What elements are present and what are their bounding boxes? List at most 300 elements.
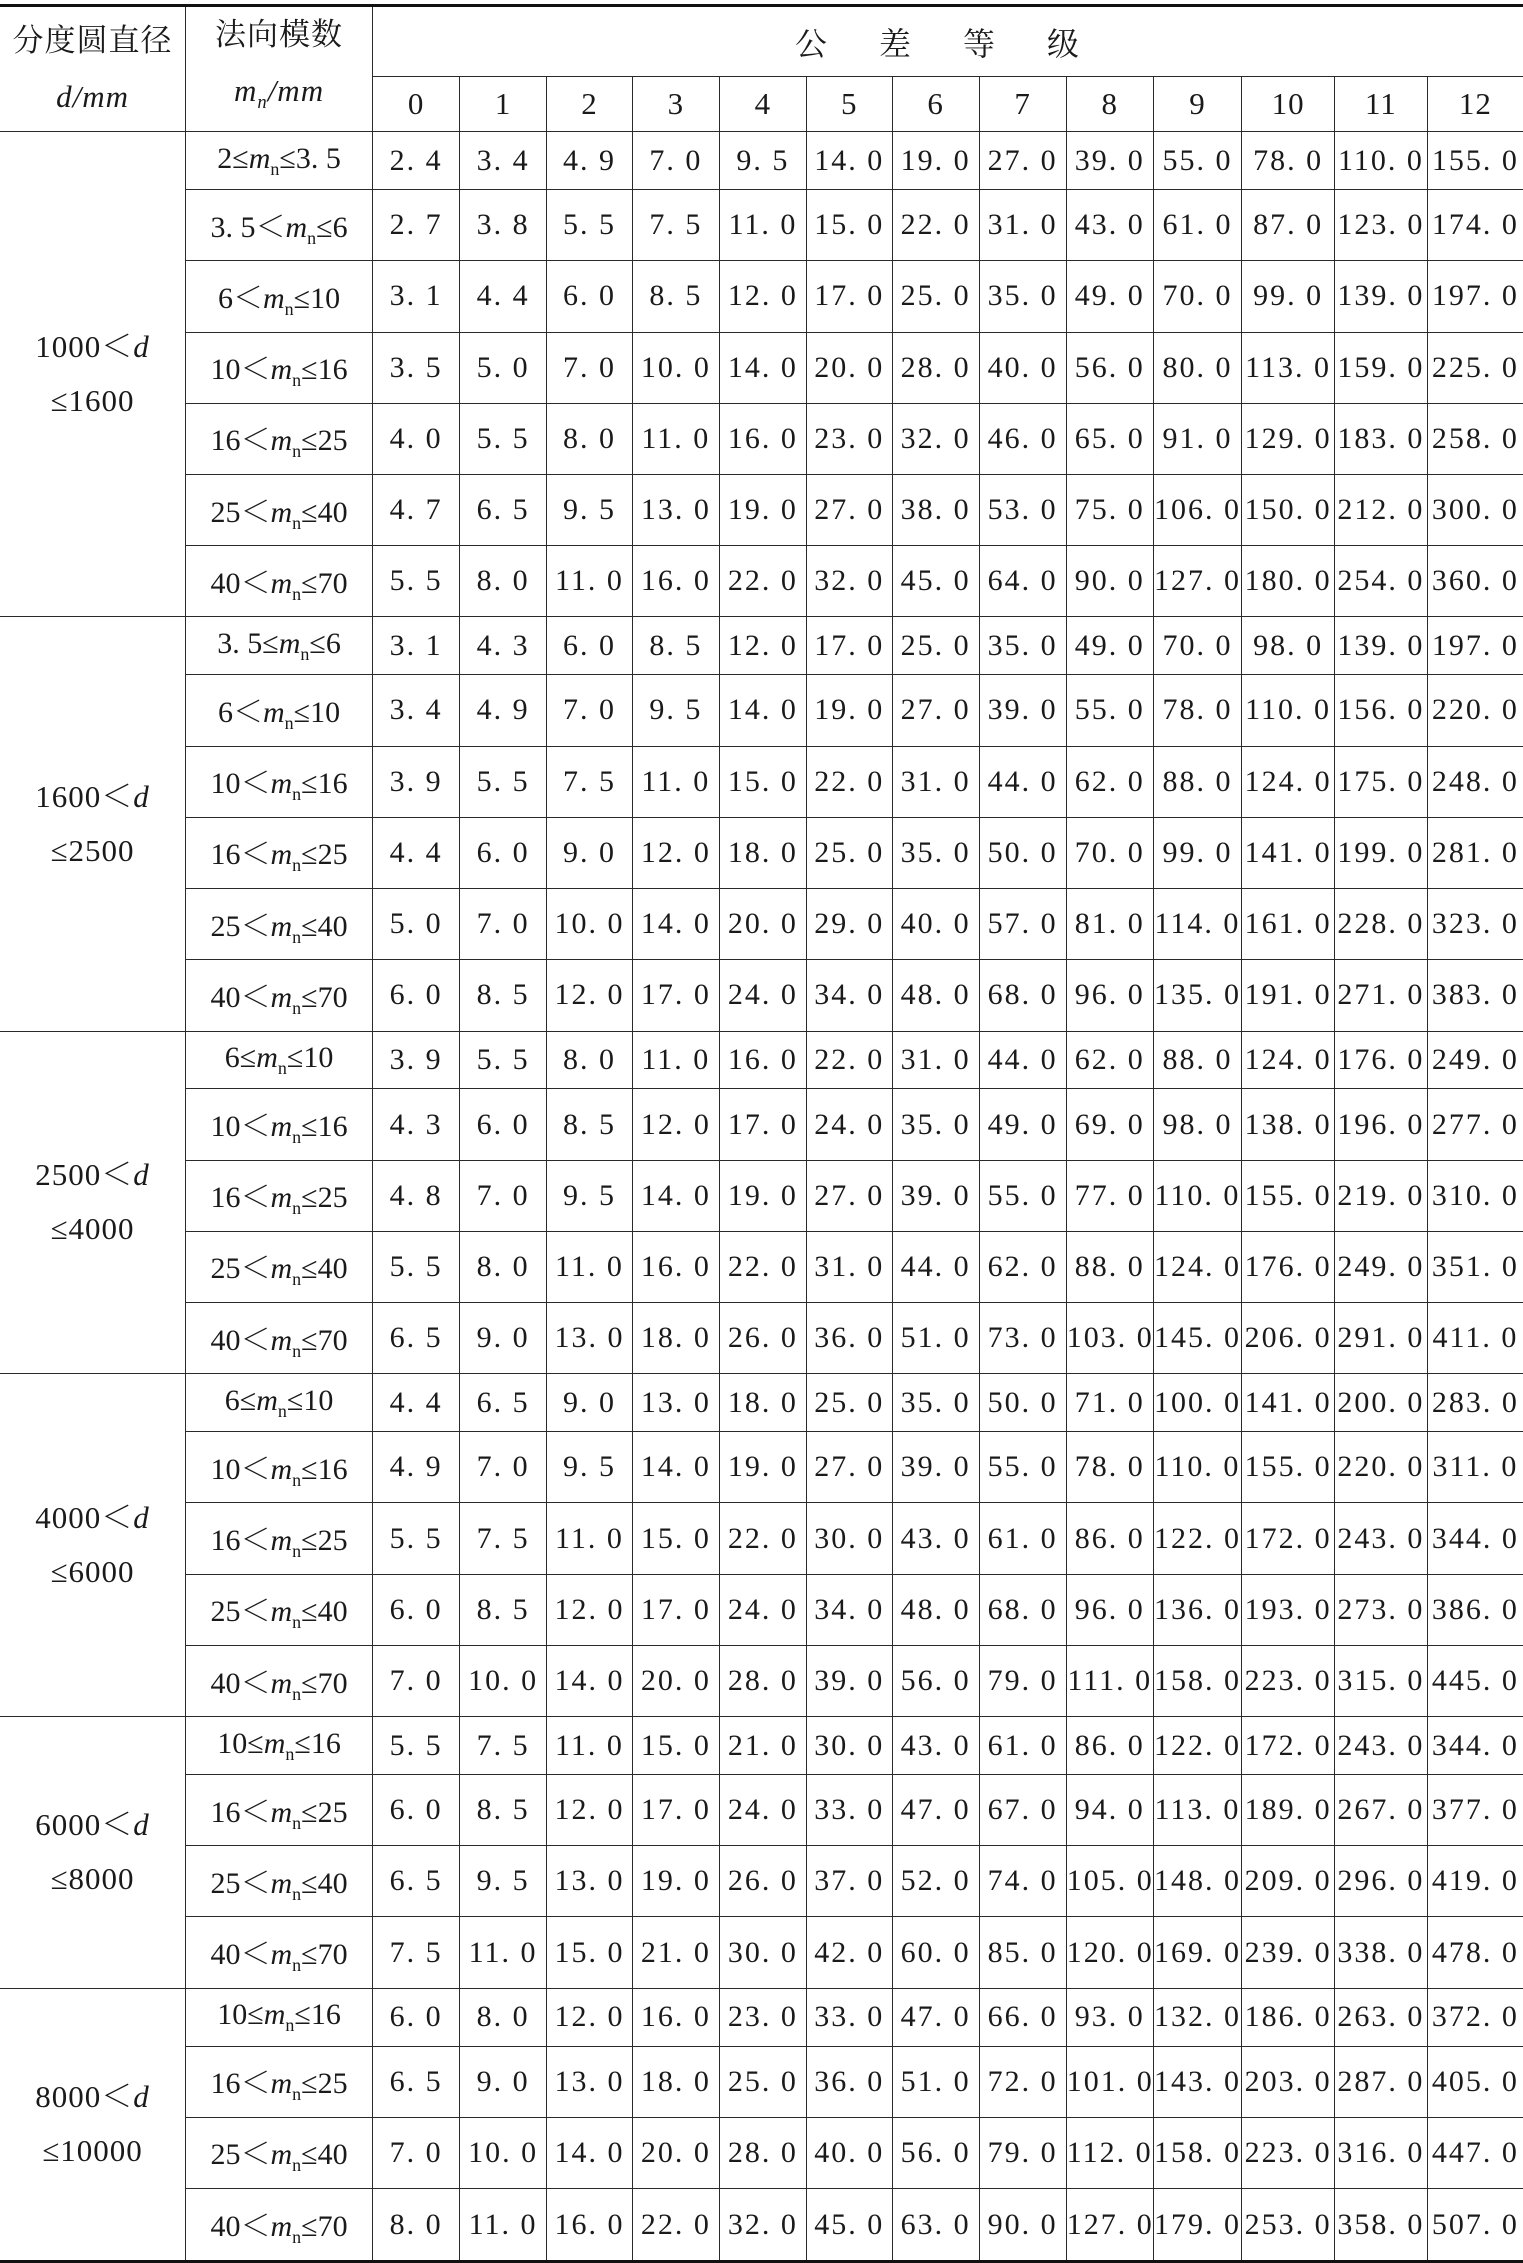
tolerance-value-cell: 32. 0 xyxy=(719,2189,806,2262)
tolerance-value-cell: 174. 0 xyxy=(1427,190,1523,261)
tolerance-value-cell: 4. 4 xyxy=(373,1374,460,1432)
tolerance-value-cell: 15. 0 xyxy=(547,1917,633,1988)
tolerance-value-cell: 155. 0 xyxy=(1242,1160,1335,1231)
tolerance-value-cell: 4. 0 xyxy=(373,403,460,474)
diameter-range-cell xyxy=(0,1988,186,2261)
tolerance-value-cell: 50. 0 xyxy=(979,1374,1066,1432)
grade-header-cell: 8 xyxy=(1066,77,1153,132)
tolerance-value-cell: 34. 0 xyxy=(806,960,892,1031)
tolerance-value-cell: 7. 0 xyxy=(373,2117,460,2188)
tolerance-value-cell: 35. 0 xyxy=(979,261,1066,332)
tolerance-table xyxy=(0,4,1523,2263)
tolerance-value-cell: 209. 0 xyxy=(1242,1846,1335,1917)
diameter-range-cell xyxy=(0,132,186,617)
tolerance-value-cell: 351. 0 xyxy=(1427,1231,1523,1302)
tolerance-value-cell: 143. 0 xyxy=(1153,2046,1241,2117)
tolerance-value-cell: 4. 9 xyxy=(373,1432,460,1503)
module-range-cell: $6<m_n\le 10$ xyxy=(186,261,373,332)
tolerance-value-cell: 283. 0 xyxy=(1427,1374,1523,1432)
module-range-cell: $16<m_n\le 25$ xyxy=(186,817,373,888)
tolerance-value-cell: 8. 5 xyxy=(460,960,547,1031)
tolerance-value-cell: 9. 5 xyxy=(460,1846,547,1917)
table-row xyxy=(0,960,1523,1031)
tolerance-value-cell: 5. 5 xyxy=(373,1503,460,1574)
tolerance-value-cell: 14. 0 xyxy=(632,889,719,960)
tolerance-value-cell: 15. 0 xyxy=(632,1717,719,1775)
grade-header-cell: 0 xyxy=(373,77,460,132)
tolerance-value-cell: 5. 5 xyxy=(460,403,547,474)
tolerance-value-cell: 8. 5 xyxy=(632,617,719,675)
tolerance-value-cell: 85. 0 xyxy=(979,1917,1066,1988)
tolerance-value-cell: 45. 0 xyxy=(806,2189,892,2262)
tolerance-value-cell: 507. 0 xyxy=(1427,2189,1523,2262)
table-row xyxy=(0,1303,1523,1374)
tolerance-value-cell: 44. 0 xyxy=(979,1031,1066,1089)
table-header xyxy=(0,6,1523,132)
tolerance-value-cell: 11. 0 xyxy=(719,190,806,261)
tolerance-value-cell: 65. 0 xyxy=(1066,403,1153,474)
module-range-cell: 3. $5\le m_n\le 6$ xyxy=(186,617,373,675)
tolerance-value-cell: 110. 0 xyxy=(1153,1432,1241,1503)
tolerance-value-cell: 8. 0 xyxy=(460,1231,547,1302)
tolerance-value-cell: 158. 0 xyxy=(1153,1645,1241,1716)
tolerance-value-cell: 7. 0 xyxy=(460,1160,547,1231)
diameter-range-line-1: 8000＜d xyxy=(35,2079,150,2115)
tolerance-value-cell: 3. 1 xyxy=(373,261,460,332)
tolerance-value-cell: 31. 0 xyxy=(892,746,979,817)
tolerance-value-cell: 11. 0 xyxy=(632,403,719,474)
tolerance-value-cell: 26. 0 xyxy=(719,1846,806,1917)
tolerance-value-cell: 161. 0 xyxy=(1242,889,1335,960)
tolerance-value-cell: 287. 0 xyxy=(1335,2046,1428,2117)
tolerance-value-cell: 122. 0 xyxy=(1153,1717,1241,1775)
tolerance-value-cell: 248. 0 xyxy=(1427,746,1523,817)
tolerance-value-cell: 25. 0 xyxy=(806,1374,892,1432)
module-range-cell: $40<m_n\le 70$ xyxy=(186,960,373,1031)
tolerance-value-cell: 39. 0 xyxy=(979,675,1066,746)
tolerance-value-cell: 7. 5 xyxy=(632,190,719,261)
tolerance-value-cell: 300. 0 xyxy=(1427,475,1523,546)
tolerance-value-cell: 77. 0 xyxy=(1066,1160,1153,1231)
tolerance-value-cell: 10. 0 xyxy=(632,332,719,403)
tolerance-value-cell: 5. 5 xyxy=(373,1717,460,1775)
tolerance-value-cell: 38. 0 xyxy=(892,475,979,546)
tolerance-value-cell: 70. 0 xyxy=(1153,617,1241,675)
tolerance-value-cell: 223. 0 xyxy=(1242,1645,1335,1716)
tolerance-value-cell: 258. 0 xyxy=(1427,403,1523,474)
tolerance-value-cell: 120. 0 xyxy=(1066,1917,1153,1988)
tolerance-value-cell: 6. 0 xyxy=(373,1775,460,1846)
tolerance-value-cell: 212. 0 xyxy=(1335,475,1428,546)
tolerance-value-cell: 189. 0 xyxy=(1242,1775,1335,1846)
tolerance-value-cell: 28. 0 xyxy=(719,1645,806,1716)
tolerance-value-cell: 87. 0 xyxy=(1242,190,1335,261)
tolerance-value-cell: 14. 0 xyxy=(547,2117,633,2188)
table-row xyxy=(0,746,1523,817)
tolerance-value-cell: 62. 0 xyxy=(979,1231,1066,1302)
table-row xyxy=(0,475,1523,546)
tolerance-value-cell: 61. 0 xyxy=(979,1717,1066,1775)
module-range-cell: $10<m_n\le 16$ xyxy=(186,332,373,403)
tolerance-value-cell: 203. 0 xyxy=(1242,2046,1335,2117)
tolerance-value-cell: 11. 0 xyxy=(547,1503,633,1574)
tolerance-value-cell: 4. 9 xyxy=(547,132,633,190)
tolerance-value-cell: 193. 0 xyxy=(1242,1574,1335,1645)
tolerance-value-cell: 55. 0 xyxy=(1066,675,1153,746)
grade-header-cell: 9 xyxy=(1153,77,1241,132)
tolerance-value-cell: 7. 0 xyxy=(632,132,719,190)
tolerance-value-cell: 273. 0 xyxy=(1335,1574,1428,1645)
table-row xyxy=(0,1432,1523,1503)
tolerance-value-cell: 12. 0 xyxy=(547,1775,633,1846)
table-row xyxy=(0,190,1523,261)
tolerance-value-cell: 7. 5 xyxy=(373,1917,460,1988)
tolerance-value-cell: 21. 0 xyxy=(632,1917,719,1988)
tolerance-value-cell: 78. 0 xyxy=(1153,675,1241,746)
tolerance-value-cell: 9. 5 xyxy=(632,675,719,746)
tolerance-value-cell: 12. 0 xyxy=(547,1574,633,1645)
tolerance-value-cell: 49. 0 xyxy=(1066,261,1153,332)
tolerance-value-cell: 26. 0 xyxy=(719,1303,806,1374)
tolerance-value-cell: 18. 0 xyxy=(632,1303,719,1374)
tolerance-value-cell: 36. 0 xyxy=(806,1303,892,1374)
tolerance-value-cell: 155. 0 xyxy=(1427,132,1523,190)
table-row xyxy=(0,2117,1523,2188)
diameter-range-line-2: ≤10000 xyxy=(42,2133,143,2169)
tolerance-value-cell: 9. 5 xyxy=(547,475,633,546)
tolerance-value-cell: 277. 0 xyxy=(1427,1089,1523,1160)
tolerance-value-cell: 96. 0 xyxy=(1066,960,1153,1031)
tolerance-value-cell: 9. 0 xyxy=(547,1374,633,1432)
tolerance-value-cell: 22. 0 xyxy=(632,2189,719,2262)
tolerance-value-cell: 127. 0 xyxy=(1153,546,1241,617)
tolerance-value-cell: 155. 0 xyxy=(1242,1432,1335,1503)
tolerance-value-cell: 6. 0 xyxy=(547,617,633,675)
tolerance-value-cell: 4. 9 xyxy=(460,675,547,746)
grade-header-cell: 11 xyxy=(1335,77,1428,132)
tolerance-value-cell: 80. 0 xyxy=(1153,332,1241,403)
grade-header-cell: 4 xyxy=(719,77,806,132)
module-range-cell: $10\le m_n\le 16$ xyxy=(186,1717,373,1775)
tolerance-value-cell: 411. 0 xyxy=(1427,1303,1523,1374)
tolerance-value-cell: 40. 0 xyxy=(806,2117,892,2188)
tolerance-value-cell: 13. 0 xyxy=(547,1303,633,1374)
tolerance-value-cell: 96. 0 xyxy=(1066,1574,1153,1645)
tolerance-value-cell: 12. 0 xyxy=(719,261,806,332)
table-row xyxy=(0,1988,1523,2046)
tolerance-value-cell: 22. 0 xyxy=(719,1231,806,1302)
table-row xyxy=(0,1503,1523,1574)
tolerance-value-cell: 14. 0 xyxy=(547,1645,633,1716)
tolerance-value-cell: 7. 5 xyxy=(460,1503,547,1574)
module-range-cell: $40<m_n\le 70$ xyxy=(186,1917,373,1988)
tolerance-value-cell: 243. 0 xyxy=(1335,1503,1428,1574)
tolerance-value-cell: 13. 0 xyxy=(632,475,719,546)
tolerance-value-cell: 29. 0 xyxy=(806,889,892,960)
tolerance-value-cell: 124. 0 xyxy=(1153,1231,1241,1302)
tolerance-value-cell: 9. 0 xyxy=(460,2046,547,2117)
tolerance-value-cell: 17. 0 xyxy=(806,261,892,332)
tolerance-value-cell: 51. 0 xyxy=(892,2046,979,2117)
tolerance-value-cell: 8. 0 xyxy=(373,2189,460,2262)
tolerance-value-cell: 81. 0 xyxy=(1066,889,1153,960)
tolerance-value-cell: 110. 0 xyxy=(1153,1160,1241,1231)
tolerance-value-cell: 35. 0 xyxy=(892,1089,979,1160)
tolerance-value-cell: 183. 0 xyxy=(1335,403,1428,474)
tolerance-value-cell: 9. 5 xyxy=(547,1432,633,1503)
tolerance-value-cell: 68. 0 xyxy=(979,960,1066,1031)
tolerance-value-cell: 56. 0 xyxy=(892,2117,979,2188)
tolerance-value-cell: 30. 0 xyxy=(806,1717,892,1775)
module-header-label: 法向模数 xyxy=(215,17,344,52)
tolerance-value-cell: 20. 0 xyxy=(806,332,892,403)
tolerance-value-cell: 310. 0 xyxy=(1427,1160,1523,1231)
tolerance-value-cell: 19. 0 xyxy=(806,675,892,746)
module-range-cell: $16<m_n\le 25$ xyxy=(186,2046,373,2117)
module-range-cell: $40<m_n\le 70$ xyxy=(186,546,373,617)
tolerance-value-cell: 44. 0 xyxy=(892,1231,979,1302)
table-row xyxy=(0,403,1523,474)
table-row xyxy=(0,1775,1523,1846)
tolerance-value-cell: 17. 0 xyxy=(632,1574,719,1645)
tolerance-value-cell: 4. 8 xyxy=(373,1160,460,1231)
tolerance-value-cell: 55. 0 xyxy=(979,1432,1066,1503)
tolerance-value-cell: 6. 0 xyxy=(460,1089,547,1160)
tolerance-value-cell: 12. 0 xyxy=(632,1089,719,1160)
tolerance-value-cell: 30. 0 xyxy=(719,1917,806,1988)
tolerance-value-cell: 11. 0 xyxy=(460,2189,547,2262)
tolerance-value-cell: 6. 5 xyxy=(460,1374,547,1432)
tolerance-value-cell: 23. 0 xyxy=(806,403,892,474)
diameter-range-line-1: 2500＜d xyxy=(35,1157,150,1193)
tolerance-value-cell: 338. 0 xyxy=(1335,1917,1428,1988)
tolerance-value-cell: 79. 0 xyxy=(979,1645,1066,1716)
tolerance-value-cell: 5. 5 xyxy=(460,1031,547,1089)
tolerance-value-cell: 159. 0 xyxy=(1335,332,1428,403)
tolerance-value-cell: 78. 0 xyxy=(1066,1432,1153,1503)
tolerance-value-cell: 16. 0 xyxy=(547,2189,633,2262)
tolerance-value-cell: 17. 0 xyxy=(719,1089,806,1160)
tolerance-value-cell: 18. 0 xyxy=(719,817,806,888)
tolerance-value-cell: 3. 8 xyxy=(460,190,547,261)
tolerance-value-cell: 5. 0 xyxy=(373,889,460,960)
diameter-range-line-1: 6000＜d xyxy=(35,1807,150,1843)
tolerance-value-cell: 145. 0 xyxy=(1153,1303,1241,1374)
module-range-cell: $10<m_n\le 16$ xyxy=(186,1089,373,1160)
module-range-cell: $25<m_n\le 40$ xyxy=(186,475,373,546)
tolerance-value-cell: 8. 0 xyxy=(547,1031,633,1089)
tolerance-value-cell: 98. 0 xyxy=(1153,1089,1241,1160)
diameter-range-line-1: 4000＜d xyxy=(35,1500,150,1536)
module-range-cell: $2\le m_n\le 3$. 5 xyxy=(186,132,373,190)
tolerance-value-cell: 24. 0 xyxy=(719,1574,806,1645)
tolerance-value-cell: 311. 0 xyxy=(1427,1432,1523,1503)
tolerance-value-cell: 9. 0 xyxy=(460,1303,547,1374)
tolerance-value-cell: 12. 0 xyxy=(547,960,633,1031)
tolerance-value-cell: 127. 0 xyxy=(1066,2189,1153,2262)
tolerance-value-cell: 175. 0 xyxy=(1335,746,1428,817)
tolerance-value-cell: 3. 9 xyxy=(373,746,460,817)
table-row xyxy=(0,1917,1523,1988)
tolerance-value-cell: 478. 0 xyxy=(1427,1917,1523,1988)
tolerance-value-cell: 27. 0 xyxy=(806,475,892,546)
tolerance-value-cell: 263. 0 xyxy=(1335,1988,1428,2046)
tolerance-value-cell: 17. 0 xyxy=(632,960,719,1031)
module-range-cell: $6\le m_n\le 10$ xyxy=(186,1031,373,1089)
tolerance-value-cell: 176. 0 xyxy=(1242,1231,1335,1302)
tolerance-value-cell: 22. 0 xyxy=(719,546,806,617)
tolerance-value-cell: 56. 0 xyxy=(892,1645,979,1716)
tolerance-value-cell: 4. 3 xyxy=(373,1089,460,1160)
tolerance-value-cell: 22. 0 xyxy=(806,1031,892,1089)
tolerance-value-cell: 64. 0 xyxy=(979,546,1066,617)
tolerance-value-cell: 132. 0 xyxy=(1153,1988,1241,2046)
module-range-cell: $25<m_n\le 40$ xyxy=(186,1231,373,1302)
tolerance-value-cell: 79. 0 xyxy=(979,2117,1066,2188)
tolerance-value-cell: 25. 0 xyxy=(719,2046,806,2117)
module-range-cell: $40<m_n\le 70$ xyxy=(186,1303,373,1374)
table-row xyxy=(0,332,1523,403)
tolerance-value-cell: 296. 0 xyxy=(1335,1846,1428,1917)
tolerance-value-cell: 5. 5 xyxy=(373,546,460,617)
tolerance-value-cell: 46. 0 xyxy=(979,403,1066,474)
tolerance-value-cell: 56. 0 xyxy=(1066,332,1153,403)
tolerance-value-cell: 44. 0 xyxy=(979,746,1066,817)
diameter-range-line-2: ≤1600 xyxy=(50,383,135,419)
table-row xyxy=(0,2189,1523,2262)
tolerance-value-cell: 100. 0 xyxy=(1153,1374,1241,1432)
diameter-range-line-2: ≤2500 xyxy=(50,832,135,868)
table-row xyxy=(0,1374,1523,1432)
tolerance-value-cell: 358. 0 xyxy=(1335,2189,1428,2262)
tolerance-value-cell: 101. 0 xyxy=(1066,2046,1153,2117)
tolerance-value-cell: 7. 5 xyxy=(460,1717,547,1775)
tolerance-value-cell: 13. 0 xyxy=(632,1374,719,1432)
tolerance-value-cell: 13. 0 xyxy=(547,1846,633,1917)
tolerance-value-cell: 24. 0 xyxy=(806,1089,892,1160)
tolerance-value-cell: 344. 0 xyxy=(1427,1717,1523,1775)
tolerance-value-cell: 172. 0 xyxy=(1242,1717,1335,1775)
tolerance-value-cell: 113. 0 xyxy=(1242,332,1335,403)
tolerance-value-cell: 33. 0 xyxy=(806,1775,892,1846)
tolerance-value-cell: 28. 0 xyxy=(719,2117,806,2188)
tolerance-value-cell: 405. 0 xyxy=(1427,2046,1523,2117)
module-range-cell: $25<m_n\le 40$ xyxy=(186,1846,373,1917)
tolerance-value-cell: 7. 0 xyxy=(373,1645,460,1716)
tolerance-value-cell: 17. 0 xyxy=(632,1775,719,1846)
tolerance-value-cell: 27. 0 xyxy=(806,1160,892,1231)
table-row xyxy=(0,1574,1523,1645)
diameter-range-cell xyxy=(0,617,186,1031)
tolerance-value-cell: 39. 0 xyxy=(892,1432,979,1503)
tolerance-value-cell: 68. 0 xyxy=(979,1574,1066,1645)
tolerance-value-cell: 156. 0 xyxy=(1335,675,1428,746)
tolerance-value-cell: 191. 0 xyxy=(1242,960,1335,1031)
tolerance-value-cell: 105. 0 xyxy=(1066,1846,1153,1917)
tolerance-value-cell: 71. 0 xyxy=(1066,1374,1153,1432)
tolerance-value-cell: 2. 4 xyxy=(373,132,460,190)
tolerance-value-cell: 53. 0 xyxy=(979,475,1066,546)
tolerance-value-cell: 6. 0 xyxy=(373,1988,460,2046)
tolerance-value-cell: 344. 0 xyxy=(1427,1503,1523,1574)
tolerance-value-cell: 196. 0 xyxy=(1335,1089,1428,1160)
tolerance-value-cell: 35. 0 xyxy=(892,1374,979,1432)
tolerance-value-cell: 20. 0 xyxy=(632,2117,719,2188)
tolerance-value-cell: 57. 0 xyxy=(979,889,1066,960)
tolerance-value-cell: 48. 0 xyxy=(892,960,979,1031)
tolerance-value-cell: 39. 0 xyxy=(892,1160,979,1231)
tolerance-value-cell: 136. 0 xyxy=(1153,1574,1241,1645)
table-row xyxy=(0,132,1523,190)
tolerance-value-cell: 253. 0 xyxy=(1242,2189,1335,2262)
tolerance-value-cell: 445. 0 xyxy=(1427,1645,1523,1716)
tolerance-value-cell: 16. 0 xyxy=(632,1988,719,2046)
tolerance-value-cell: 360. 0 xyxy=(1427,546,1523,617)
tolerance-value-cell: 13. 0 xyxy=(547,2046,633,2117)
tolerance-value-cell: 88. 0 xyxy=(1153,746,1241,817)
diameter-range-cell xyxy=(0,1374,186,1717)
module-range-cell: $6<m_n\le 10$ xyxy=(186,675,373,746)
table-row xyxy=(0,889,1523,960)
tolerance-value-cell: 3. 4 xyxy=(373,675,460,746)
tolerance-value-cell: 62. 0 xyxy=(1066,746,1153,817)
tolerance-value-cell: 19. 0 xyxy=(719,475,806,546)
tolerance-value-cell: 24. 0 xyxy=(719,960,806,1031)
tolerance-value-cell: 98. 0 xyxy=(1242,617,1335,675)
module-range-cell: $25<m_n\le 40$ xyxy=(186,889,373,960)
diameter-range-cell xyxy=(0,1717,186,1989)
tolerance-value-cell: 90. 0 xyxy=(979,2189,1066,2262)
tolerance-value-cell: 55. 0 xyxy=(979,1160,1066,1231)
tolerance-value-cell: 5. 5 xyxy=(373,1231,460,1302)
tolerance-value-cell: 271. 0 xyxy=(1335,960,1428,1031)
tolerance-value-cell: 220. 0 xyxy=(1335,1432,1428,1503)
tolerance-value-cell: 61. 0 xyxy=(1153,190,1241,261)
tolerance-value-cell: 12. 0 xyxy=(547,1988,633,2046)
diameter-range-line-1: 1000＜d xyxy=(35,329,150,365)
tolerance-value-cell: 63. 0 xyxy=(892,2189,979,2262)
tolerance-value-cell: 315. 0 xyxy=(1335,1645,1428,1716)
tolerance-value-cell: 249. 0 xyxy=(1335,1231,1428,1302)
tolerance-value-cell: 70. 0 xyxy=(1153,261,1241,332)
tolerance-value-cell: 8. 5 xyxy=(460,1775,547,1846)
tolerance-value-cell: 150. 0 xyxy=(1242,475,1335,546)
tolerance-value-cell: 3. 5 xyxy=(373,332,460,403)
tolerance-value-cell: 27. 0 xyxy=(806,1432,892,1503)
tolerance-value-cell: 113. 0 xyxy=(1153,1775,1241,1846)
module-range-cell: $25<m_n\le 40$ xyxy=(186,1574,373,1645)
tolerance-value-cell: 8. 0 xyxy=(547,403,633,474)
tolerance-value-cell: 447. 0 xyxy=(1427,2117,1523,2188)
header-row-1 xyxy=(0,6,1523,77)
tolerance-value-cell: 31. 0 xyxy=(892,1031,979,1089)
tolerance-value-cell: 47. 0 xyxy=(892,1775,979,1846)
tolerance-value-cell: 69. 0 xyxy=(1066,1089,1153,1160)
tolerance-value-cell: 114. 0 xyxy=(1153,889,1241,960)
tolerance-value-cell: 3. 1 xyxy=(373,617,460,675)
tolerance-value-cell: 49. 0 xyxy=(979,1089,1066,1160)
tolerance-value-cell: 14. 0 xyxy=(719,675,806,746)
tolerance-value-cell: 254. 0 xyxy=(1335,546,1428,617)
tolerance-value-cell: 74. 0 xyxy=(979,1846,1066,1917)
tolerance-value-cell: 18. 0 xyxy=(719,1374,806,1432)
table-row xyxy=(0,1717,1523,1775)
tolerance-value-cell: 172. 0 xyxy=(1242,1503,1335,1574)
tolerance-value-cell: 39. 0 xyxy=(1066,132,1153,190)
tolerance-value-cell: 67. 0 xyxy=(979,1775,1066,1846)
tolerance-value-cell: 197. 0 xyxy=(1427,617,1523,675)
table-row xyxy=(0,675,1523,746)
